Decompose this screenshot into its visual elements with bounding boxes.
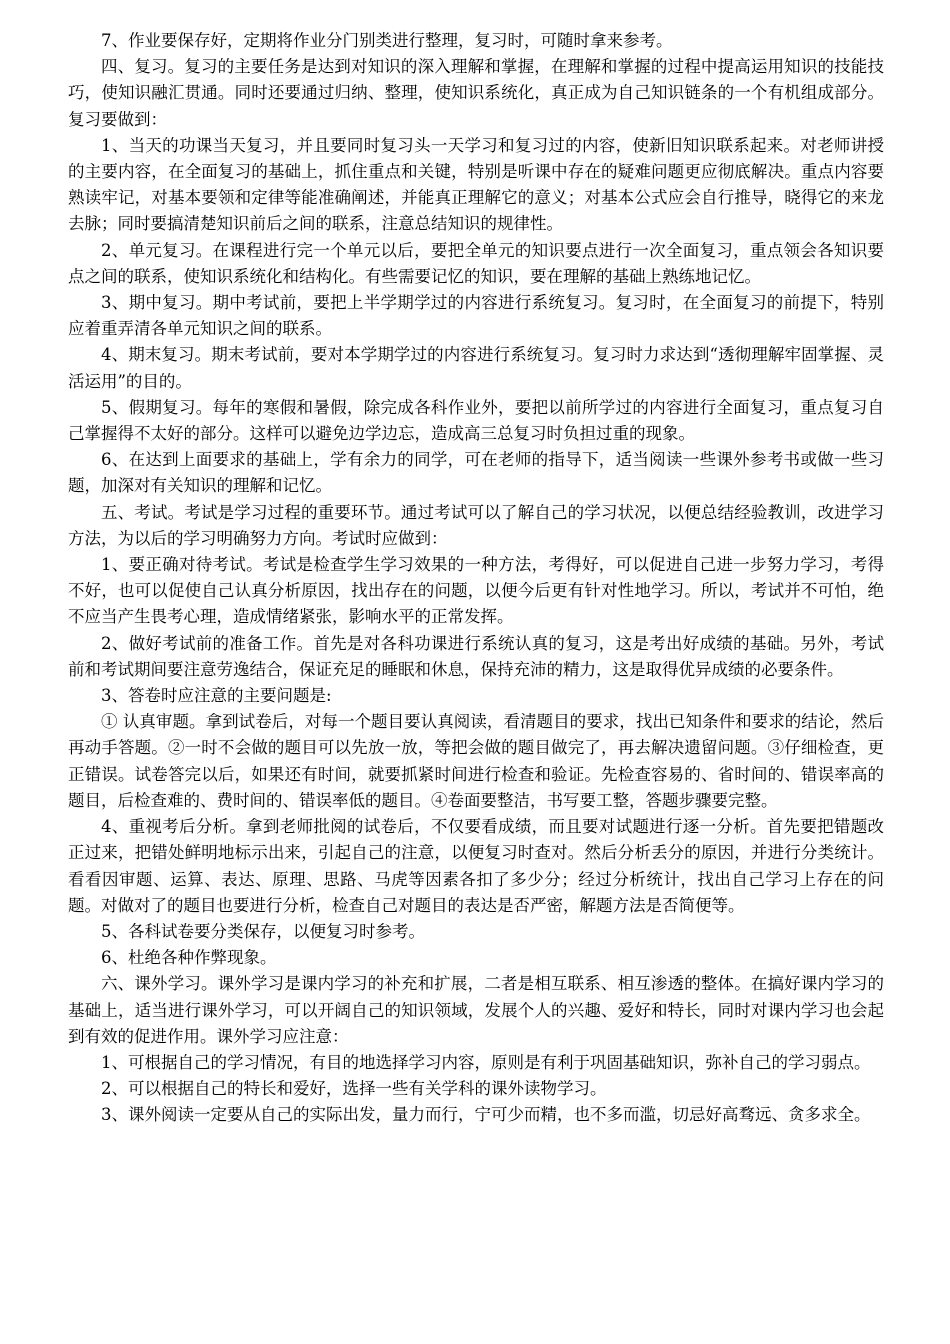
paragraph-answering-steps: ① 认真审题。拿到试卷后，对每一个题目要认真阅读，看清题目的要求，找出已知条件和要求的结论，然后再动手答题。②一时不会做的题目可以先放一放，等把会做的题目做完了，再去解决遗留问题。③仔细检查，更正错误。试卷答完以后，如果还有时间，就要抓紧时间进行检查和验证。先检查容易的、省时间的、错误率高的题目，后检查难的、费时间的、错误率低的题目。④卷面要整洁，书写要工整，答题步骤要完整。 [68,712,884,810]
paragraph-homework-storage: 7、作业要保存好，定期将作业分门别类进行整理，复习时，可随时拿来参考。 [101,31,673,50]
paragraph-post-exam-analysis: 4、重视考后分析。拿到老师批阅的试卷后，不仅要看成绩，而且要对试题进行逐一分析。首先要把错题改正过来，把错处鲜明地标示出来，引起自己的注意，以便复习时查对。然后分析丢分的原因，并进行分类统计。看看因审题、运算、表达、原理、思路、马虎等因素各扣了多少分；经过分析统计，找出自己学习上存在的问题。对做对了的题目也要进行分析，检查自己对题目的表达是否严密，解题方法是否简便等。 [68,817,884,915]
paragraph-extracurricular-interests: 2、可以根据自己的特长和爱好，选择一些有关学科的课外读物学习。 [101,1079,607,1099]
paragraph-extra-reading: 6、在达到上面要求的基础上，学有余力的同学，可在老师的指导下，适当阅读一些课外参考书或做一些习题，加深对有关知识的理解和记忆。 [68,450,884,496]
paragraph-exam-preparation: 2、做好考试前的准备工作。首先是对各科功课进行系统认真的复习，这是考出好成绩的基础。另外，考试前和考试期间要注意劳逸结合，保证充足的睡眠和休息，保持充沛的精力，这是取得优异成绩的必要条件。 [68,633,884,679]
paragraph-midterm-review: 3、期中复习。期中考试前，要把上半学期学过的内容进行系统复习。复习时，在全面复习的前提下，特别应着重弄清各单元知识之间的联系。 [68,293,884,339]
paragraph-extracurricular-content: 1、可根据自己的学习情况，有目的地选择学习内容，原则是有利于巩固基础知识，弥补自己的学习弱点。 [101,1052,871,1072]
paragraph-daily-review: 1、当天的功课当天复习，并且要同时复习头一天学习和复习过的内容，使新旧知识联系起来。对老师讲授的主要内容，在全面复习的基础上，抓住重点和关键，特别是听课中存在的疑难问题更应彻底解决。重点内容要熟读牢记，对基本要领和定律等能准确阐述，并能真正理解它的意义；对基本公式应会自行推导，晓得它的来龙去脉；同时要搞清楚知识前后之间的联系，注意总结知识的规律性。 [68,135,884,234]
paragraph-paper-storage: 5、各科试卷要分类保存，以便复习时参考。 [101,921,425,941]
paragraph-final-review: 4、期末复习。期末考试前，要对本学期学过的内容进行系统复习。复习时力求达到“透彻理解牢固掌握、灵活运用”的目的。 [68,345,884,391]
paragraph-extracurricular-pace: 3、课外阅读一定要从自己的实际出发，量力而行，宁可少而精，也不多而滥，切忌好高骛远、贪多求全。 [101,1105,871,1125]
paragraph-extracurricular-heading: 六、课外学习。课外学习是课内学习的补充和扩展，二者是相互联系、相互渗透的整体。在搞好课内学习的基础上，适当进行课外学习，可以开阔自己的知识领域，发展个人的兴趣、爱好和特长，同时对课内学习也会起到有效的促进作用。课外学习应注意： [68,974,884,1046]
paragraph-holiday-review: 5、假期复习。每年的寒假和暑假，除完成各科作业外，要把以前所学过的内容进行全面复习，重点复习自己掌握得不太好的部分。这样可以避免边学边忘，造成高三总复习时负担过重的现象。 [68,397,884,444]
paragraph-exam-attitude: 1、要正确对待考试。考试是检查学生学习效果的一种方法，考得好，可以促进自己进一步努力学习，考得不好，也可以促使自己认真分析原因，找出存在的问题，以便今后更有针对性地学习。所以，考试并不可怕，绝不应当产生畏考心理，造成情绪紧张，影响水平的正常发挥。 [68,555,884,627]
paragraph-answering-issues: 3、答卷时应注意的主要问题是: [101,686,332,706]
paragraph-unit-review: 2、单元复习。在课程进行完一个单元以后，要把全单元的知识要点进行一次全面复习，重点领会各知识要点之间的联系，使知识系统化和结构化。有些需要记忆的知识，要在理解的基础上熟练地记忆。 [68,240,884,286]
paragraph-exam-heading: 五、考试。考试是学习过程的重要环节。通过考试可以了解自己的学习状况，以便总结经验教训，改进学习方法，为以后的学习明确努力方向。考试时应做到： [68,502,884,548]
paragraph-no-cheating: 6、杜绝各种作弊现象。 [101,948,277,968]
paragraph-review-heading: 四、复习。复习的主要任务是达到对知识的深入理解和掌握，在理解和掌握的过程中提高运用知识的技能技巧，使知识融汇贯通。同时还要通过归纳、整理，使知识系统化，真正成为自己知识链条的一个有机组成部分。复习要做到： [68,57,884,129]
